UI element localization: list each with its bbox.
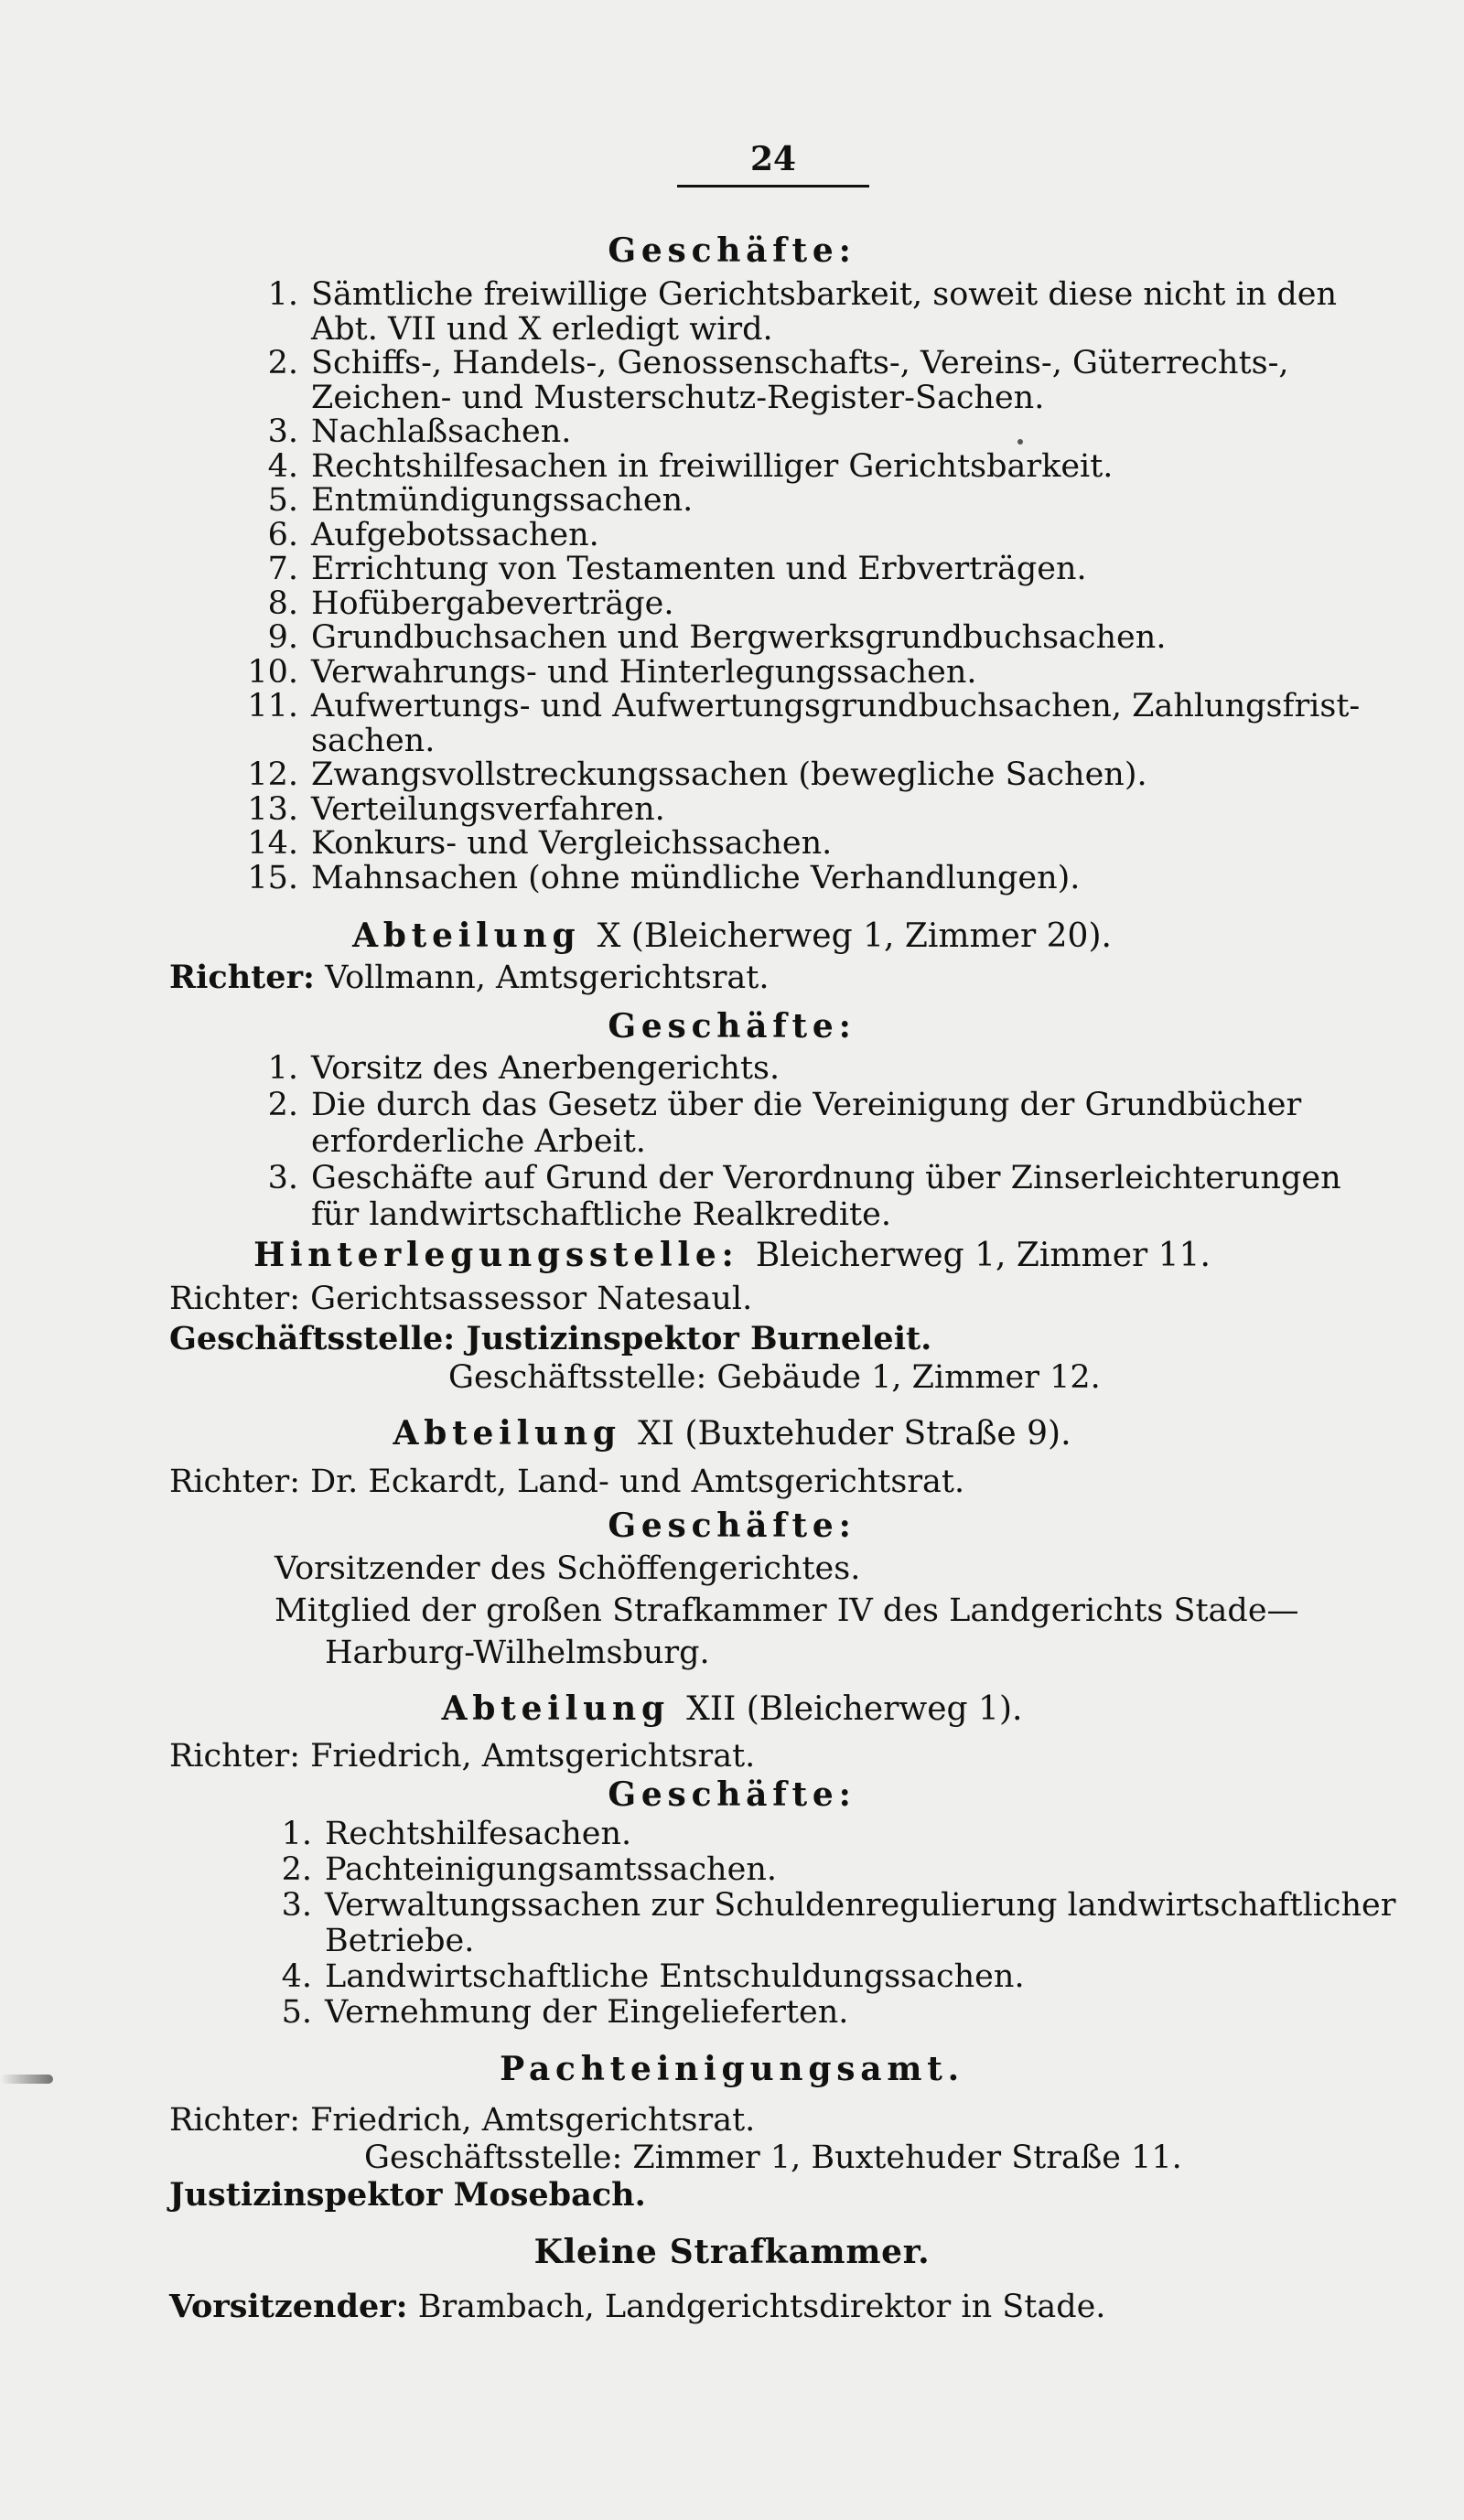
pachteinigungsamt-geschaeftsstelle: Geschäftsstelle: Zimmer 1, Buxtehuder Straße 11.	[364, 2139, 1182, 2176]
g2-item-1	[267, 1050, 780, 1087]
g4-item-5	[281, 1994, 849, 2031]
g2-item-3-cont	[311, 1196, 891, 1233]
richter-label: Richter:	[169, 959, 315, 996]
item-text: erforderliche Arbeit.	[311, 1123, 646, 1160]
abteilung-x-location: X (Bleicherweg 1, Zimmer 20).	[597, 917, 1112, 955]
g1-item-2-cont	[311, 380, 1044, 416]
item-text: Vorsitz des Anerbengerichts.	[311, 1050, 780, 1087]
item-text: für landwirtschaftliche Realkredite.	[311, 1196, 891, 1233]
geschaefte-heading-2: Geschäfte:	[608, 1007, 856, 1046]
g4-item-3-cont	[325, 1923, 474, 1959]
item-text: Rechtshilfesachen.	[325, 1816, 632, 1852]
item-number: 3.	[281, 1887, 312, 1924]
item-text: Abt. VII und X erledigt wird.	[311, 310, 773, 348]
g1-item-2	[267, 345, 1289, 381]
item-number: 2.	[267, 1087, 298, 1123]
pachteinigungsamt-heading: Pachteinigungsamt.	[500, 2050, 964, 2088]
g1-item-5	[267, 482, 694, 519]
item-number: 9.	[267, 619, 298, 656]
g4-item-2	[281, 1851, 777, 1888]
item-number: 4.	[281, 1958, 312, 1995]
geschaefte-heading-4: Geschäfte:	[608, 1775, 856, 1814]
item-number: 13.	[247, 790, 298, 828]
abteilung-xi-richter: Richter: Dr. Eckardt, Land- und Amtsgerichtsrat.	[169, 1464, 965, 1500]
item-text: Grundbuchsachen und Bergwerksgrundbuchsachen.	[311, 619, 1167, 656]
item-number: 6.	[267, 516, 298, 553]
richter-name: Vollmann, Amtsgerichtsrat.	[325, 960, 770, 996]
item-text: Entmündigungssachen.	[311, 482, 694, 519]
hinterlegungsstelle-heading	[0, 1235, 1464, 1276]
item-text: Verteilungsverfahren.	[311, 790, 665, 828]
item-number: 15.	[247, 859, 298, 896]
item-number: 5.	[281, 1994, 312, 2031]
item-number: 5.	[267, 482, 298, 519]
item-number: 1.	[267, 276, 298, 313]
abteilung-x-label: Abteilung	[352, 917, 581, 955]
item-text: Betriebe.	[325, 1923, 475, 1959]
abteilung-xi-location: XI (Buxtehuder Straße 9).	[638, 1415, 1071, 1453]
item-text: sachen.	[311, 722, 436, 759]
item-text: Errichtung von Testamenten und Erbverträgen.	[311, 551, 1087, 587]
g1-item-4	[267, 447, 1114, 485]
item-text: Pachteinigungsamtssachen.	[325, 1851, 777, 1888]
g3-line-3: Harburg-Wilhelmsburg.	[325, 1635, 710, 1671]
g1-item-15	[247, 859, 1081, 896]
g1-item-6	[267, 516, 599, 553]
g1-item-7	[267, 551, 1087, 587]
item-number: 2.	[267, 345, 298, 381]
abteilung-x-richter	[169, 960, 769, 996]
g3-line-2: Mitglied der großen Strafkammer IV des Landgerichts Stade—	[274, 1592, 1299, 1629]
g1-item-11	[247, 688, 1361, 724]
abteilung-xii-heading	[0, 1689, 1464, 1730]
item-text: Vernehmung der Eingelieferten.	[325, 1994, 849, 2031]
item-text: Sämtliche freiwillige Gerichtsbarkeit, soweit diese nicht in den	[311, 276, 1338, 313]
g1-item-10	[247, 653, 977, 691]
g1-item-14	[247, 825, 833, 862]
item-text: Die durch das Gesetz über die Vereinigung der Grundbücher	[311, 1087, 1302, 1123]
pachteinigungsamt-inspektor: Justizinspektor Mosebach.	[169, 2176, 646, 2214]
item-text: Geschäfte auf Grund der Verordnung über Zinserleichterungen	[311, 1160, 1341, 1196]
g4-item-4	[281, 1958, 1025, 1995]
geschaefte-heading-1: Geschäfte:	[608, 231, 856, 270]
hinterlegung-richter: Richter: Gerichtsassessor Natesaul.	[169, 1281, 753, 1317]
item-number: 8.	[267, 584, 298, 622]
g2-item-3	[267, 1160, 1341, 1196]
g2-item-2-cont	[311, 1123, 646, 1160]
item-number: 2.	[281, 1851, 312, 1888]
item-number: 11.	[247, 688, 298, 724]
item-number: 1.	[267, 1050, 298, 1087]
g3-line-1: Vorsitzender des Schöffengerichtes.	[274, 1550, 861, 1587]
item-text: Nachlaßsachen.	[311, 413, 572, 450]
g4-item-3	[281, 1887, 1396, 1924]
abteilung-xii-location: XII (Bleicherweg 1).	[686, 1690, 1023, 1728]
item-text: Zwangsvollstreckungssachen (bewegliche Sachen).	[311, 756, 1147, 793]
kleine-strafkammer-heading: Kleine Strafkammer.	[533, 2233, 931, 2271]
g1-item-3	[267, 413, 572, 450]
item-text: Mahnsachen (ohne mündliche Verhandlungen).	[311, 859, 1081, 896]
vorsitzender-name: Brambach, Landgerichtsdirektor in Stade.	[417, 2289, 1106, 2325]
kleine-strafkammer-vorsitzender	[169, 2289, 1105, 2325]
hinterlegungsstelle-location: Bleicherweg 1, Zimmer 11.	[755, 1237, 1211, 1274]
item-text: Aufwertungs- und Aufwertungsgrundbuchsachen, Zahlungsfrist-	[311, 688, 1361, 724]
page-number: 24	[677, 139, 869, 188]
geschaefte-heading-3: Geschäfte:	[608, 1507, 856, 1545]
item-text: Zeichen- und Musterschutz-Register-Sachen.	[311, 379, 1045, 416]
item-number: 1.	[281, 1816, 312, 1852]
item-text: Rechtshilfesachen in freiwilliger Gerichtsbarkeit.	[311, 447, 1114, 485]
item-text: Hofübergabeverträge.	[311, 584, 674, 622]
item-text: Schiffs-, Handels-, Genossenschafts-, Vereins-, Güterrechts-,	[311, 345, 1289, 381]
g1-item-8	[267, 584, 674, 622]
item-text: Aufgebotssachen.	[311, 516, 599, 553]
item-number: 14.	[247, 825, 298, 862]
g2-item-2	[267, 1087, 1302, 1123]
g4-item-1	[281, 1816, 632, 1852]
g1-item-13	[247, 790, 665, 828]
g1-item-9	[267, 619, 1167, 656]
pachteinigungsamt-richter: Richter: Friedrich, Amtsgerichtsrat.	[169, 2102, 756, 2139]
item-text: Landwirtschaftliche Entschuldungssachen.	[325, 1958, 1025, 1995]
vorsitzender-label: Vorsitzender:	[169, 2288, 408, 2325]
hinterlegung-geschaeftsstelle: Geschäftsstelle: Justizinspektor Burneleit.	[169, 1320, 932, 1357]
hinterlegungsstelle-label: Hinterlegungsstelle:	[253, 1236, 739, 1274]
abteilung-x-heading	[0, 916, 1464, 957]
item-number: 10.	[247, 653, 298, 691]
g1-item-1-cont	[311, 311, 773, 348]
g1-item-1	[267, 276, 1338, 313]
g1-item-11-cont	[311, 723, 435, 759]
item-number: 3.	[267, 413, 298, 450]
abteilung-xii-richter: Richter: Friedrich, Amtsgerichtsrat.	[169, 1738, 756, 1775]
item-text: Verwahrungs- und Hinterlegungssachen.	[311, 653, 977, 691]
item-number: 3.	[267, 1160, 298, 1196]
abteilung-xi-heading	[0, 1413, 1464, 1454]
abteilung-xii-label: Abteilung	[441, 1689, 670, 1728]
item-number: 12.	[247, 756, 298, 793]
hinterlegung-geschaeftsstelle-raum: Geschäftsstelle: Gebäude 1, Zimmer 12.	[448, 1359, 1101, 1396]
abteilung-xi-label: Abteilung	[393, 1414, 621, 1453]
item-number: 4.	[267, 447, 298, 485]
item-number: 7.	[267, 551, 298, 587]
speck	[1017, 439, 1023, 445]
item-text: Konkurs- und Vergleichssachen.	[311, 825, 833, 862]
g1-item-12	[247, 756, 1147, 793]
item-text: Verwaltungssachen zur Schuldenregulierung landwirtschaftlicher	[325, 1887, 1396, 1924]
